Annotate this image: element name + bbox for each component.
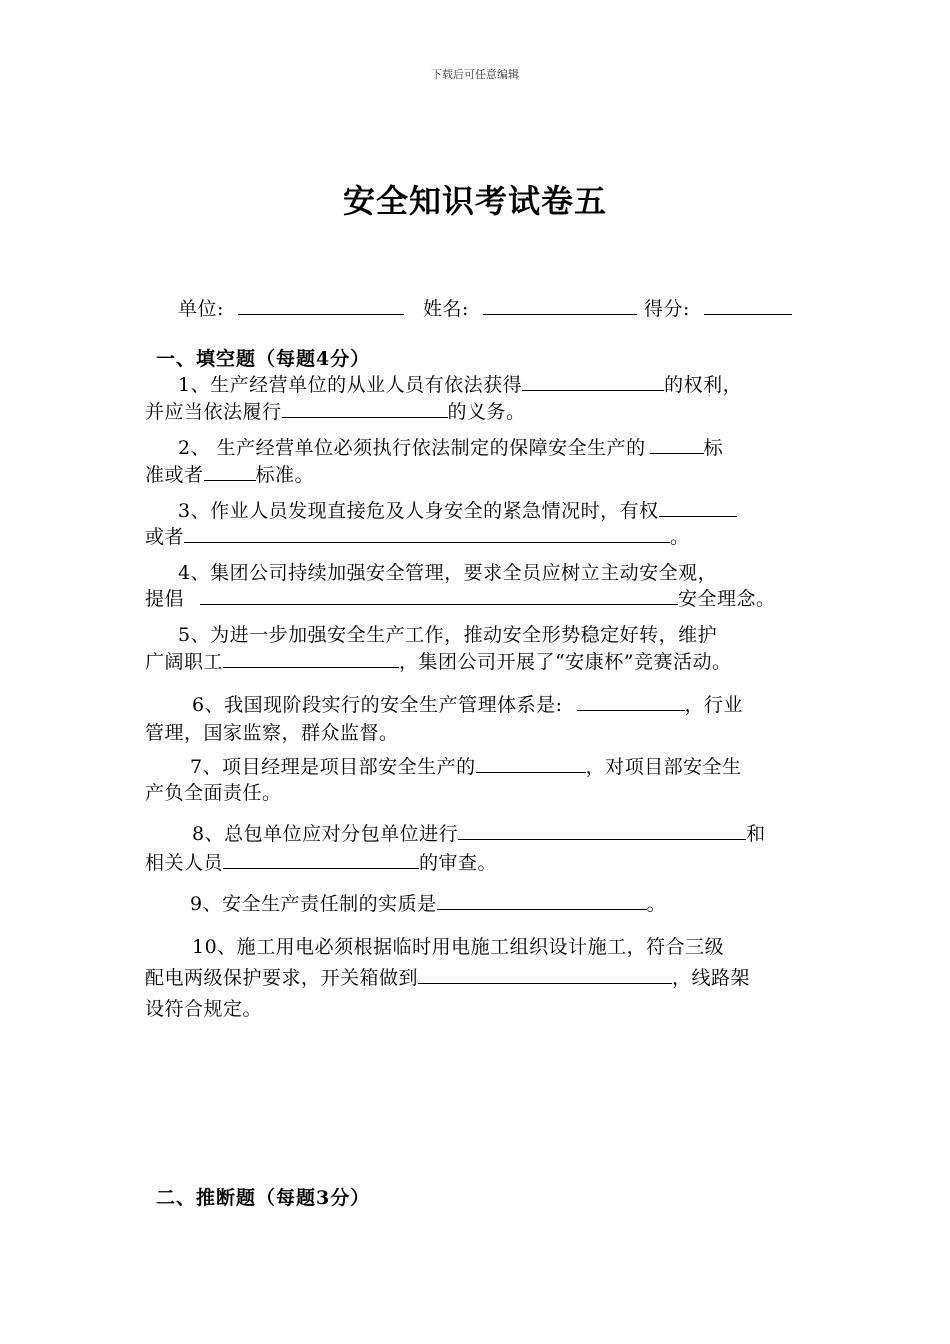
q4-blank-1[interactable] [200,586,678,605]
q1-line1 [178,370,742,397]
unit-blank[interactable] [238,296,404,315]
q4-text-a: 4、集团公司持续加强安全管理，要求全员应树立主动安全观， [178,562,718,584]
q9-text-a: 9、安全生产责任制的实质是 [190,893,437,915]
q3-text-c: 或者 [145,526,185,548]
q5-line2 [145,647,731,674]
q10-text-d: ，线路架 [672,967,751,989]
q10-blank-1[interactable] [418,965,672,984]
q3-blank-2[interactable] [184,524,670,543]
q5-text-a: 5、为进一步加强安全生产工作，推动安全形势稳定好转，维护 [178,624,718,646]
q5-line1 [178,620,717,647]
name-blank[interactable] [483,296,637,315]
q9-blank-1[interactable] [437,891,647,910]
q7-text-c: 产负全面责任。 [145,782,282,804]
info-row [178,294,792,321]
q8-text-d: 的审查。 [419,852,498,874]
name-label: 姓名: [423,298,469,320]
q6-blank-1[interactable] [577,692,685,711]
q1-text-a: 1、生产经营单位的从业人员有依法获得 [178,374,523,396]
q6-text-c: 管理，国家监察，群众监督。 [145,722,399,744]
q1-text-c: 并应当依法履行 [145,401,282,423]
q8-line1 [192,819,766,846]
q7-line2 [145,778,282,805]
q2-blank-2[interactable] [204,462,256,481]
q8-blank-2[interactable] [223,850,419,869]
q1-text-d: 的义务。 [447,401,526,423]
q7-blank-1[interactable] [476,754,586,773]
q6-text-b: ，行业 [684,694,744,716]
q5-blank-1[interactable] [223,649,399,668]
q8-blank-1[interactable] [458,821,746,840]
q6-line2 [145,718,399,745]
q3-line2 [145,522,690,549]
q6-text-a: 6、我国现阶段实行的安全生产管理体系是: [192,694,563,716]
q1-blank-1[interactable] [522,372,664,391]
q4-text-d: 安全理念。 [678,588,776,610]
q2-blank-1[interactable] [650,435,704,454]
q3-text-d: 。 [670,526,690,548]
section2-heading: 二、推断题（每题3分） [156,1187,371,1209]
q7-text-a: 7、项目经理是项目部安全生产的 [190,756,476,778]
q7-line1 [190,752,742,779]
q1-text-b: 的权利， [664,374,743,396]
q10-line1 [192,932,724,959]
q2-line1 [178,433,723,460]
q10-text-e: 设符合规定。 [145,998,263,1020]
section1-heading: 一、填空题（每题4分） [156,348,371,370]
score-label: 得分: [644,298,690,320]
q6-line1 [192,690,743,717]
q8-text-b: 和 [746,823,766,845]
q4-line1 [178,558,717,585]
header-note: 下载后可任意编辑 [431,68,519,81]
q2-text-c: 准或者 [145,464,204,486]
score-blank[interactable] [704,296,792,315]
q10-text-a: 10、施工用电必须根据临时用电施工组织设计施工，符合三级 [192,936,725,958]
q2-text-d: 标准。 [255,464,315,486]
q5-text-d: ，集团公司开展了“安康杯”竞赛活动。 [399,651,732,673]
q8-line2 [145,848,497,875]
unit-label: 单位: [178,298,224,320]
q10-line2 [145,963,750,990]
q5-text-c: 广阔职工 [145,651,224,673]
q3-text-a: 3、作业人员发现直接危及人身安全的紧急情况时，有权 [178,500,659,522]
q2-text-b: 标 [703,437,724,459]
q8-text-a: 8、总包单位应对分包单位进行 [192,823,459,845]
q1-line2 [145,397,526,424]
q10-text-c: 配电两级保护要求，开关箱做到 [145,967,419,989]
q3-line1 [178,496,737,523]
q3-blank-1[interactable] [659,498,737,517]
q4-text-c: 提倡 [145,588,185,610]
page-title: 安全知识考试卷五 [342,182,607,220]
q10-line3 [145,994,262,1021]
q7-text-b: ，对项目部安全生 [585,756,742,778]
q9-text-b: 。 [646,893,667,915]
q2-text-a: 2、 生产经营单位必须执行依法制定的保障安全生产的 [178,437,646,459]
q2-line2 [145,460,314,487]
q8-text-c: 相关人员 [145,852,224,874]
q1-blank-2[interactable] [282,399,448,418]
q4-line2 [145,584,776,611]
q9-line1 [190,889,666,916]
